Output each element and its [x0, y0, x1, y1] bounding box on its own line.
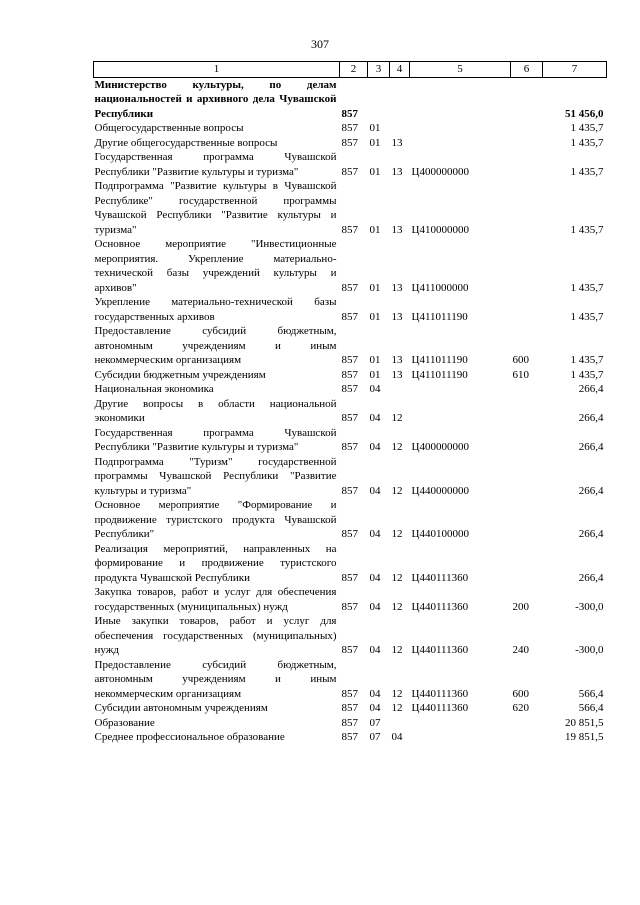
target-article-cell: Ц440111360	[411, 571, 469, 584]
row-name-cell: Предоставление субсидий бюджетным, автономным учреждениям и иным некоммерческим организациям	[94, 325, 337, 366]
row-name-cell: Национальная экономика	[94, 383, 214, 395]
section-code-cell: 01	[369, 354, 381, 366]
table-row	[94, 716, 607, 731]
expense-type-cell	[511, 542, 543, 586]
row-name-cell: Субсидии автономным учреждениям	[94, 702, 268, 714]
ministry-code-cell: 857	[341, 644, 358, 656]
amount-cell: 1 435,7	[570, 165, 604, 178]
target-article-cell: Ц440111360	[411, 702, 469, 714]
row-name-cell: Предоставление субсидий бюджетным, автономным учреждениям и иным некоммерческим организациям	[94, 658, 337, 700]
subsection-code-cell	[390, 382, 410, 397]
column-header-7: 7	[543, 62, 607, 78]
amount-cell: 20 851,5	[565, 716, 604, 729]
column-header-2: 2	[340, 62, 368, 78]
subsection-code-cell	[390, 77, 410, 121]
row-name-cell: Иные закупки товаров, работ и услуг для обеспечения государственных (муниципальных) нужд	[94, 615, 337, 656]
subsection-code-cell: 12	[391, 484, 403, 497]
row-name-cell: Общегосударственные вопросы	[94, 122, 244, 134]
expense-type-cell	[511, 397, 543, 426]
amount-cell: 266,4	[578, 484, 604, 497]
row-name-cell: Другие вопросы в области национальной экономики	[94, 397, 337, 424]
section-code-cell	[368, 77, 390, 121]
row-name-cell: Другие общегосударственные вопросы	[94, 136, 278, 149]
expense-type-cell: 620	[512, 702, 529, 714]
subsection-code-cell: 13	[391, 281, 403, 294]
column-number-row	[94, 62, 607, 78]
row-name-cell: Основное мероприятие "Инвестиционные мероприятия. Укрепление материально-технической базы учреждений культуры и архивов"	[94, 238, 337, 294]
target-article-cell: Ц411011190	[411, 368, 468, 381]
amount-cell: 19 851,5	[565, 731, 604, 743]
expense-type-cell	[511, 136, 543, 151]
amount-cell: 1 435,7	[570, 368, 604, 381]
subsection-code-cell: 13	[391, 368, 403, 381]
expense-type-cell	[511, 179, 543, 237]
section-code-cell: 04	[369, 383, 381, 395]
ministry-code-cell: 857	[341, 441, 358, 453]
amount-cell: -300,0	[575, 644, 604, 656]
subsection-code-cell: 04	[391, 731, 403, 743]
amount-cell: 51 456,0	[565, 107, 604, 120]
table-row	[94, 397, 607, 426]
table-row	[94, 730, 607, 745]
section-code-cell: 01	[369, 223, 381, 236]
row-name-cell: Подпрограмма "Туризм" государственной программы Чувашской Республики "Развитие культуры и туризма"	[94, 455, 337, 497]
target-article-cell	[410, 397, 511, 426]
section-code-cell: 01	[369, 165, 381, 178]
target-article-cell	[410, 136, 511, 151]
row-name-cell: Государственная программа Чувашской Республики "Развитие культуры и туризма"	[94, 426, 337, 453]
target-article-cell	[410, 121, 511, 136]
expense-type-cell	[511, 237, 543, 295]
table-row	[94, 179, 607, 237]
target-article-cell	[410, 77, 511, 121]
subsection-code-cell: 12	[391, 528, 403, 540]
row-name-cell: Подпрограмма "Развитие культуры в Чувашской Республике" государственной программы Чувашской Республики "Развитие культуры и туризма"	[94, 180, 337, 236]
amount-cell: 1 435,7	[570, 354, 604, 366]
amount-cell: 266,4	[578, 441, 604, 453]
expense-type-cell: 200	[512, 600, 529, 613]
section-code-cell: 04	[369, 528, 381, 540]
column-header-6: 6	[511, 62, 543, 78]
expense-type-cell	[511, 150, 543, 179]
section-code-cell: 04	[369, 412, 381, 424]
amount-cell: 266,4	[578, 571, 604, 584]
table-row	[94, 368, 607, 383]
row-name-cell: Реализация мероприятий, направленных на формирование и продвижение туристского продукта Чувашской Республики	[94, 542, 337, 584]
section-code-cell: 07	[369, 731, 381, 743]
table-row	[94, 585, 607, 614]
page-number: 307	[311, 37, 329, 51]
column-header-3: 3	[368, 62, 390, 78]
row-name-cell: Субсидии бюджетным учреждениям	[94, 368, 266, 381]
subsection-code-cell	[390, 121, 410, 136]
target-article-cell: Ц440100000	[411, 528, 469, 540]
table-row	[94, 658, 607, 702]
expense-type-cell	[511, 77, 543, 121]
amount-cell: 1 435,7	[570, 281, 604, 294]
amount-cell: 1 435,7	[570, 136, 604, 149]
table-row	[94, 150, 607, 179]
table-row	[94, 295, 607, 324]
section-code-cell: 01	[369, 122, 381, 134]
expense-type-cell	[511, 426, 543, 455]
table-row	[94, 614, 607, 658]
row-name-cell: Основное мероприятие "Формирование и продвижение туристского продукта Чувашской Республики"	[94, 499, 337, 540]
column-header-5: 5	[410, 62, 511, 78]
expense-type-cell: 600	[512, 687, 529, 700]
target-article-cell: Ц411000000	[411, 281, 469, 294]
ministry-code-cell: 857	[341, 702, 358, 714]
section-code-cell: 04	[369, 600, 381, 613]
table-row	[94, 382, 607, 397]
subsection-code-cell: 12	[391, 687, 403, 700]
target-article-cell: Ц440111360	[411, 644, 469, 656]
subsection-code-cell: 12	[391, 412, 403, 424]
target-article-cell: Ц410000000	[411, 223, 469, 236]
table-row	[94, 426, 607, 455]
subsection-code-cell: 13	[391, 310, 403, 323]
target-article-cell	[410, 716, 511, 731]
column-header-1: 1	[94, 62, 340, 78]
row-name-cell: Образование	[94, 716, 155, 729]
table-row	[94, 77, 607, 121]
expense-type-cell	[511, 382, 543, 397]
expense-type-cell	[511, 716, 543, 731]
target-article-cell	[410, 382, 511, 397]
row-name-cell: Министерство культуры, по делам национальностей и архивного дела Чувашской Республики	[94, 78, 337, 120]
table-row	[94, 237, 607, 295]
expense-type-cell: 610	[512, 368, 529, 381]
column-header-4: 4	[390, 62, 410, 78]
row-name-cell: Среднее профессиональное образование	[94, 731, 285, 743]
ministry-code-cell: 857	[341, 223, 358, 236]
table-row	[94, 701, 607, 716]
ministry-code-cell: 857	[341, 731, 358, 743]
expense-type-cell	[511, 455, 543, 499]
section-code-cell: 04	[369, 702, 381, 714]
subsection-code-cell: 12	[391, 571, 403, 584]
amount-cell: 1 435,7	[570, 310, 604, 323]
amount-cell: 1 435,7	[570, 122, 604, 134]
table-row	[94, 136, 607, 151]
amount-cell: -300,0	[575, 600, 604, 613]
amount-cell: 566,4	[578, 702, 604, 714]
subsection-code-cell: 13	[391, 136, 403, 149]
section-code-cell: 07	[369, 716, 381, 729]
section-code-cell: 01	[369, 281, 381, 294]
subsection-code-cell: 12	[391, 702, 403, 714]
target-article-cell: Ц400000000	[411, 441, 469, 453]
section-code-cell: 04	[369, 644, 381, 656]
expense-type-cell	[511, 295, 543, 324]
ministry-code-cell: 857	[341, 165, 358, 178]
ministry-code-cell: 857	[341, 383, 358, 395]
target-article-cell: Ц411011190	[411, 310, 468, 323]
table-body	[94, 77, 607, 745]
row-name-cell: Государственная программа Чувашской Республики "Развитие культуры и туризма"	[94, 151, 337, 178]
amount-cell: 566,4	[578, 687, 604, 700]
table-row	[94, 455, 607, 499]
table-header	[94, 62, 607, 78]
section-code-cell: 04	[369, 484, 381, 497]
ministry-code-cell: 857	[341, 310, 358, 323]
subsection-code-cell: 13	[391, 165, 403, 178]
amount-cell: 266,4	[578, 528, 604, 540]
section-code-cell: 01	[369, 368, 381, 381]
subsection-code-cell: 13	[391, 354, 403, 366]
ministry-code-cell: 857	[341, 122, 358, 134]
section-code-cell: 04	[369, 687, 381, 700]
amount-cell: 266,4	[578, 383, 604, 395]
section-code-cell: 04	[369, 571, 381, 584]
target-article-cell: Ц411011190	[411, 354, 468, 366]
ministry-code-cell: 857	[341, 368, 358, 381]
ministry-code-cell: 857	[341, 107, 358, 120]
ministry-code-cell: 857	[341, 136, 358, 149]
budget-table	[93, 61, 607, 745]
subsection-code-cell: 12	[391, 441, 403, 453]
target-article-cell: Ц440111360	[411, 600, 469, 613]
subsection-code-cell: 12	[391, 644, 403, 656]
ministry-code-cell: 857	[341, 716, 358, 729]
section-code-cell: 04	[369, 441, 381, 453]
table-row	[94, 324, 607, 368]
amount-cell: 266,4	[578, 412, 604, 424]
subsection-code-cell: 12	[391, 600, 403, 613]
ministry-code-cell: 857	[341, 600, 358, 613]
ministry-code-cell: 857	[341, 281, 358, 294]
expense-type-cell	[511, 498, 543, 542]
ministry-code-cell: 857	[341, 571, 358, 584]
amount-cell: 1 435,7	[570, 223, 604, 236]
ministry-code-cell: 857	[341, 484, 358, 497]
target-article-cell: Ц440000000	[411, 484, 469, 497]
section-code-cell: 01	[369, 136, 381, 149]
ministry-code-cell: 857	[341, 528, 358, 540]
expense-type-cell	[511, 121, 543, 136]
table-row	[94, 542, 607, 586]
ministry-code-cell: 857	[341, 412, 358, 424]
subsection-code-cell	[390, 716, 410, 731]
target-article-cell: Ц440111360	[411, 687, 469, 700]
target-article-cell	[410, 730, 511, 745]
table-row	[94, 498, 607, 542]
section-code-cell: 01	[369, 310, 381, 323]
ministry-code-cell: 857	[341, 354, 358, 366]
row-name-cell: Укрепление материально-технической базы государственных архивов	[94, 296, 337, 323]
table-row	[94, 121, 607, 136]
expense-type-cell	[511, 730, 543, 745]
expense-type-cell: 240	[512, 644, 529, 656]
expense-type-cell: 600	[512, 354, 529, 366]
row-name-cell: Закупка товаров, работ и услуг для обеспечения государственных (муниципальных) нужд	[94, 586, 337, 613]
ministry-code-cell: 857	[341, 687, 358, 700]
subsection-code-cell: 13	[391, 223, 403, 236]
target-article-cell: Ц400000000	[411, 165, 469, 178]
